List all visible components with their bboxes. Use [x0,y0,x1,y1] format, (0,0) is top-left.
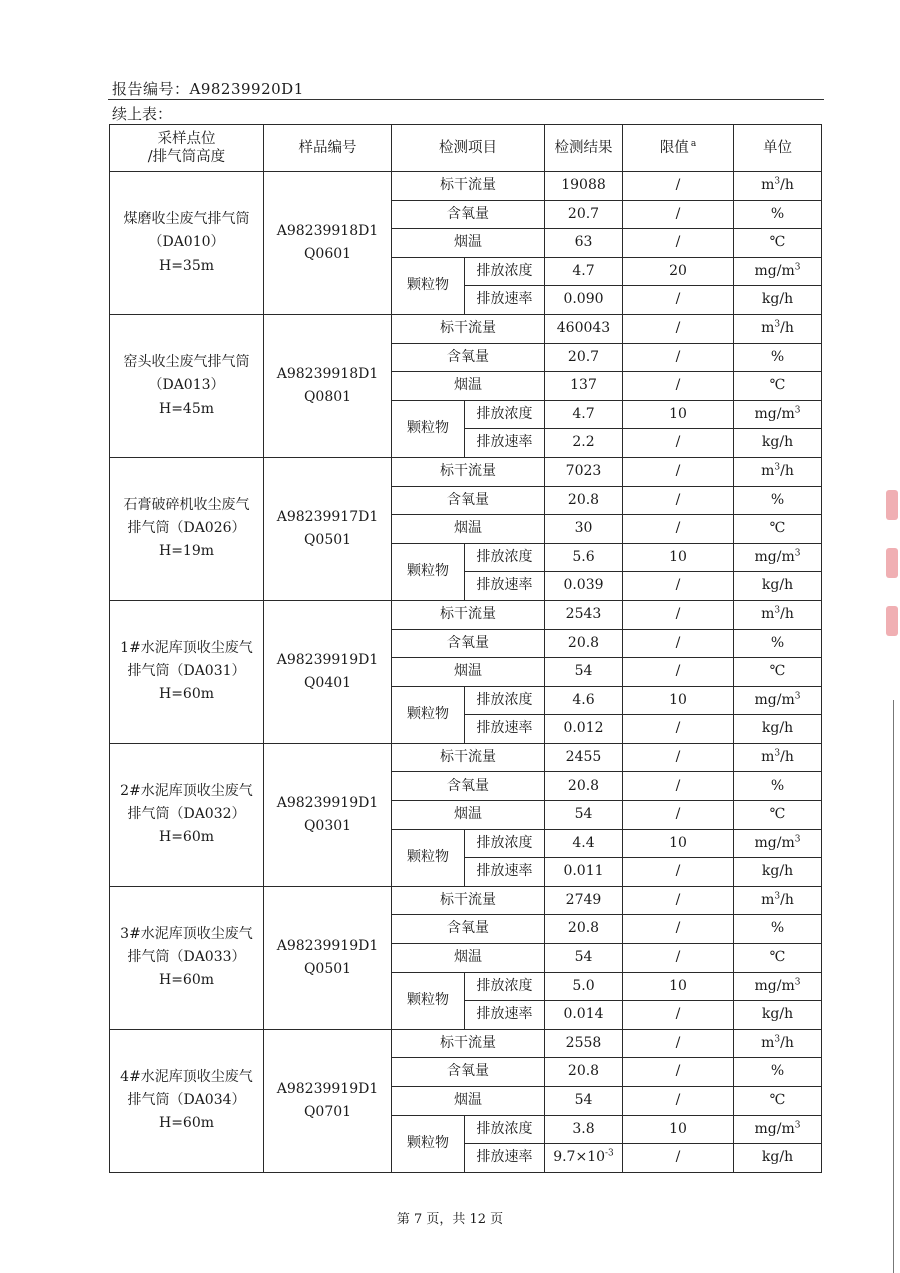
unit-cell: ℃ [734,658,822,687]
sample-number-line: Q0801 [303,388,352,405]
table-row [110,743,822,772]
sampling-point-line: 排气筒（DA032） [127,806,246,823]
result-cell: 63 [545,229,623,258]
unit-cell: $mg/m^3$ [734,972,822,1001]
result-cell: 54 [545,944,623,973]
unit-cell: $mg/m^3$ [734,1115,822,1144]
unit-cell: $mg/m^3$ [734,686,822,715]
item-temp: 烟温 [392,801,545,830]
result-cell: 7023 [545,457,623,486]
limit-cell: / [623,457,734,486]
superscript: 3 [774,891,781,902]
result-cell: 460043 [545,314,623,343]
limit-cell: / [623,772,734,801]
sample-number-line: Q0501 [303,960,352,977]
limit-cell: / [623,286,734,315]
result-cell: 2455 [545,743,623,772]
table-header-row [110,125,822,172]
result-cell: 20.8 [545,772,623,801]
unit-cell: ℃ [734,801,822,830]
limit-cell: / [623,715,734,744]
limit-cell: / [623,486,734,515]
result-cell: 20.8 [545,629,623,658]
sampling-point-line: （DA013） [148,377,225,394]
sampling-point-line: 排气筒（DA034） [127,1092,246,1109]
superscript: 3 [794,548,801,559]
unit-cell: ℃ [734,944,822,973]
unit-cell: % [734,486,822,515]
unit-cell: $mg/m^3$ [734,829,822,858]
item-conc: 排放浓度 [465,257,545,286]
unit-cell: $m^3/h$ [734,600,822,629]
sample-number-cell [264,457,392,600]
limit-cell: / [623,1058,734,1087]
limit-cell: / [623,172,734,201]
unit-cell: $m^3/h$ [734,314,822,343]
sampling-point-cell [110,314,264,457]
result-cell: 4.7 [545,257,623,286]
limit-cell: / [623,886,734,915]
result-cell: 20.8 [545,486,623,515]
item-temp: 烟温 [392,372,545,401]
result-cell: 54 [545,658,623,687]
sampling-point-cell [110,743,264,886]
item-conc: 排放浓度 [465,829,545,858]
item-flow: 标干流量 [392,886,545,915]
unit-cell: $m^3/h$ [734,172,822,201]
limit-cell: / [623,200,734,229]
table-row [110,172,822,201]
sampling-point-line: 4#水泥库顶收尘废气 [120,1069,253,1086]
col-header-limit: 限值 $^a$ [623,125,734,172]
sampling-point-line: H=60m [158,972,215,989]
limit-cell: / [623,801,734,830]
col-header-result: 检测结果 [545,125,623,172]
item-flow: 标干流量 [392,743,545,772]
results-table [109,124,822,1173]
unit-cell: kg/h [734,1144,822,1173]
superscript: 3 [794,977,801,988]
item-rate: 排放速率 [465,572,545,601]
sampling-point-cell [110,1029,264,1172]
sampling-point-line: H=60m [158,829,215,846]
item-temp: 烟温 [392,1087,545,1116]
sampling-point-line: （DA010） [148,234,225,251]
table-row [110,600,822,629]
sampling-point-line: H=35m [158,257,215,274]
item-temp: 烟温 [392,515,545,544]
limit-cell: 10 [623,972,734,1001]
limit-cell: / [623,1087,734,1116]
superscript: 3 [774,462,781,473]
unit-cell: ℃ [734,515,822,544]
sampling-point-line: H=45m [158,400,215,417]
sample-number-line: A98239918D1 [276,365,379,382]
sample-number-cell [264,314,392,457]
col-header-unit: 单位 [734,125,822,172]
sample-number-line: Q0701 [303,1103,352,1120]
limit-cell: 10 [623,543,734,572]
unit-cell: % [734,629,822,658]
sample-number-line: A98239919D1 [276,794,379,811]
unit-cell: $m^3/h$ [734,457,822,486]
result-cell: 137 [545,372,623,401]
superscript: 3 [794,405,801,416]
result-cell: 20.8 [545,1058,623,1087]
item-oxygen: 含氧量 [392,343,545,372]
limit-cell: / [623,743,734,772]
limit-cell: / [623,944,734,973]
item-rate: 排放速率 [465,858,545,887]
limit-cell: / [623,600,734,629]
unit-cell: % [734,200,822,229]
item-temp: 烟温 [392,658,545,687]
superscript: 3 [774,1034,781,1045]
result-cell: 3.8 [545,1115,623,1144]
item-particles: 颗粒物 [392,1115,465,1172]
limit-cell: / [623,1144,734,1173]
table-row [110,886,822,915]
sampling-point-cell [110,457,264,600]
result-cell: 0.039 [545,572,623,601]
item-conc: 排放浓度 [465,686,545,715]
unit-cell: % [734,343,822,372]
limit-cell: / [623,629,734,658]
item-rate: 排放速率 [465,1001,545,1030]
item-temp: 烟温 [392,944,545,973]
sampling-point-cell [110,886,264,1029]
limit-cell: / [623,515,734,544]
sampling-point-line: 1#水泥库顶收尘废气 [120,640,253,657]
sample-number-line: Q0401 [303,674,352,691]
unit-cell: ℃ [734,372,822,401]
limit-cell: 20 [623,257,734,286]
unit-cell: ℃ [734,1087,822,1116]
item-particles: 颗粒物 [392,543,465,600]
unit-cell: kg/h [734,858,822,887]
item-oxygen: 含氧量 [392,486,545,515]
sample-number-cell [264,600,392,743]
limit-cell: / [623,314,734,343]
item-flow: 标干流量 [392,1029,545,1058]
result-cell: 0.011 [545,858,623,887]
sampling-point-line: 石膏破碎机收尘废气 [123,497,250,514]
unit-cell: $mg/m^3$ [734,400,822,429]
limit-cell: 10 [623,1115,734,1144]
sample-number-line: A98239919D1 [276,1080,379,1097]
continued-label: 续上表： [112,105,173,123]
item-conc: 排放浓度 [465,1115,545,1144]
sample-number-line: A98239917D1 [276,508,379,525]
item-rate: 排放速率 [465,715,545,744]
unit-cell: % [734,1058,822,1087]
header-rule [108,99,824,100]
table-row [110,1029,822,1058]
red-stamp-edge [880,490,900,680]
item-conc: 排放浓度 [465,543,545,572]
item-particles: 颗粒物 [392,972,465,1029]
limit-cell: / [623,1001,734,1030]
superscript: 3 [774,319,781,330]
sample-number-line: Q0501 [303,531,352,548]
limit-cell: / [623,343,734,372]
limit-cell: / [623,658,734,687]
table-row [110,314,822,343]
result-cell: 54 [545,801,623,830]
limit-cell: / [623,915,734,944]
unit-cell: ℃ [734,229,822,258]
limit-cell: 10 [623,829,734,858]
sampling-point-line: 煤磨收尘废气排气筒 [123,211,250,228]
superscript: 3 [794,262,801,273]
result-cell: 54 [545,1087,623,1116]
unit-cell: kg/h [734,429,822,458]
col-header-item: 检测项目 [392,125,545,172]
item-rate: 排放速率 [465,429,545,458]
superscript: 3 [794,834,801,845]
item-flow: 标干流量 [392,600,545,629]
item-oxygen: 含氧量 [392,629,545,658]
sampling-point-line: 3#水泥库顶收尘废气 [120,926,253,943]
sampling-point-line: 排气筒（DA031） [127,663,246,680]
item-particles: 颗粒物 [392,400,465,457]
item-particles: 颗粒物 [392,829,465,886]
limit-cell: / [623,372,734,401]
sample-number-line: Q0301 [303,817,352,834]
sample-number-cell [264,1029,392,1172]
page-number: 第 7 页，共 12 页 [396,1212,504,1227]
item-flow: 标干流量 [392,314,545,343]
superscript: 3 [794,691,801,702]
result-cell: 4.4 [545,829,623,858]
superscript: 3 [774,605,781,616]
unit-cell: kg/h [734,1001,822,1030]
sample-number-line: A98239918D1 [276,222,379,239]
item-rate: 排放速率 [465,1144,545,1173]
sampling-point-line: H=60m [158,686,215,703]
sample-number-line: Q0601 [303,245,352,262]
result-cell: 4.7 [545,400,623,429]
page-edge-line [893,700,894,1273]
unit-cell: $m^3/h$ [734,1029,822,1058]
item-flow: 标干流量 [392,457,545,486]
result-cell: 20.7 [545,200,623,229]
result-cell: 5.6 [545,543,623,572]
item-particles: 颗粒物 [392,686,465,743]
sampling-point-line: 窑头收尘废气排气筒 [123,354,250,371]
unit-cell: % [734,772,822,801]
sampling-point-line: 排气筒（DA033） [127,949,246,966]
superscript: -3 [605,1148,614,1159]
unit-cell: $mg/m^3$ [734,257,822,286]
limit-cell: 10 [623,686,734,715]
unit-cell: $mg/m^3$ [734,543,822,572]
table-body [110,172,822,1173]
sample-number-cell [264,886,392,1029]
item-particles: 颗粒物 [392,257,465,314]
sample-number-line: A98239919D1 [276,651,379,668]
item-conc: 排放浓度 [465,972,545,1001]
sampling-point-cell [110,172,264,315]
limit-cell: / [623,229,734,258]
item-oxygen: 含氧量 [392,772,545,801]
table-row [110,457,822,486]
sampling-point-line: 2#水泥库顶收尘废气 [120,783,253,800]
col-header-sample: 样品编号 [264,125,392,172]
unit-cell: % [734,915,822,944]
limit-cell: 10 [623,400,734,429]
item-rate: 排放速率 [465,286,545,315]
result-cell: 0.090 [545,286,623,315]
limit-cell: / [623,572,734,601]
unit-cell: kg/h [734,572,822,601]
superscript: 3 [774,748,781,759]
sample-number-cell [264,743,392,886]
result-cell: 5.0 [545,972,623,1001]
item-oxygen: 含氧量 [392,1058,545,1087]
result-cell: 20.8 [545,915,623,944]
result-cell: 20.7 [545,343,623,372]
result-cell: $9.7\times 10^{-3}$ [545,1144,623,1173]
result-cell: 2543 [545,600,623,629]
sampling-point-line: H=19m [158,543,215,560]
item-flow: 标干流量 [392,172,545,201]
result-cell: 2749 [545,886,623,915]
sampling-point-line: H=60m [158,1115,215,1132]
sample-number-line: A98239919D1 [276,937,379,954]
result-cell: 2558 [545,1029,623,1058]
limit-cell: / [623,858,734,887]
item-oxygen: 含氧量 [392,200,545,229]
result-cell: 30 [545,515,623,544]
sampling-point-line: 排气筒（DA026） [127,520,246,537]
superscript: 3 [774,176,781,187]
result-cell: 0.012 [545,715,623,744]
result-cell: 2.2 [545,429,623,458]
sample-number-cell [264,172,392,315]
unit-cell: $m^3/h$ [734,743,822,772]
result-cell: 19088 [545,172,623,201]
unit-cell: kg/h [734,286,822,315]
result-cell: 4.6 [545,686,623,715]
limit-cell: / [623,429,734,458]
limit-cell: / [623,1029,734,1058]
unit-cell: kg/h [734,715,822,744]
col-header-point: 采样点位 /排气筒高度 [110,125,264,172]
item-oxygen: 含氧量 [392,915,545,944]
superscript: 3 [794,1119,801,1130]
sampling-point-cell [110,600,264,743]
item-conc: 排放浓度 [465,400,545,429]
unit-cell: $m^3/h$ [734,886,822,915]
item-temp: 烟温 [392,229,545,258]
report-number: 报告编号：A98239920D1 [112,80,304,98]
result-cell: 0.014 [545,1001,623,1030]
